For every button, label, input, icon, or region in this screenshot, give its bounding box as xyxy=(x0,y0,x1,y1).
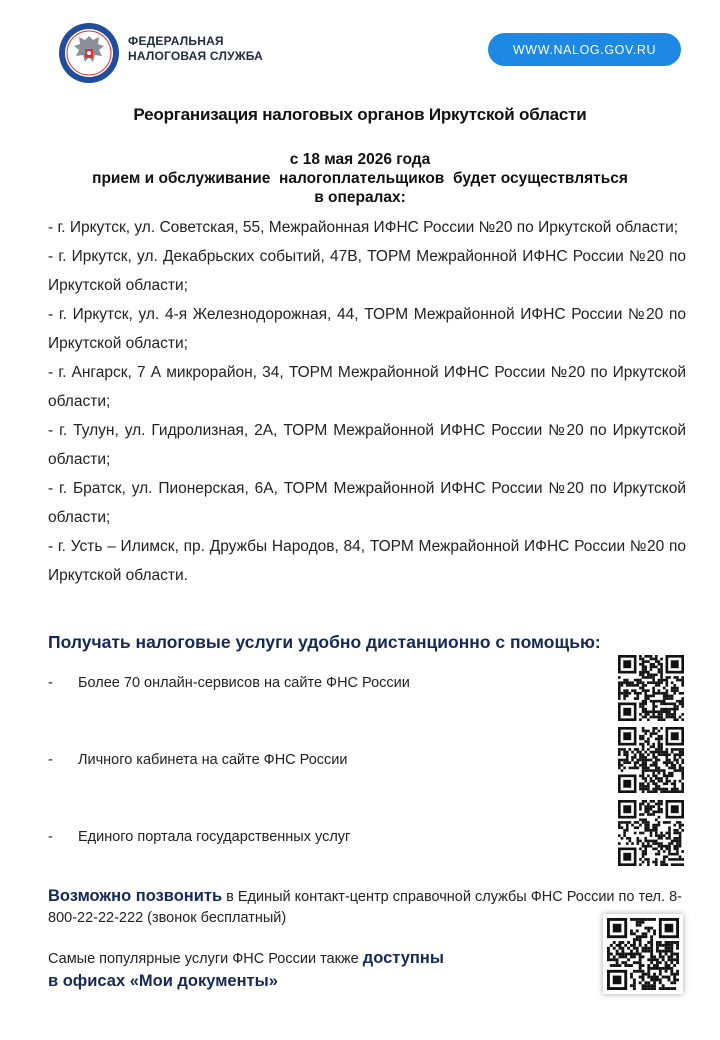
address-list xyxy=(48,213,686,590)
bullet-dash: - xyxy=(48,829,53,845)
service-label: Личного кабинета на сайте ФНС России xyxy=(78,752,348,768)
intro-text-end: в опералах: xyxy=(314,189,406,206)
list-item: - г. Ангарск, 7 А микрорайон, 34, ТОРМ Межрайонной ИФНС России №20 по Иркутской области; xyxy=(48,364,686,410)
list-item: - г. Иркутск, ул. Декабрьских событий, 47В, ТОРМ Межрайонной ИФНС России №20 по Иркутской области; xyxy=(48,248,686,294)
list-item: - г. Иркутск, ул. 4-я Железнодорожная, 44, ТОРМ Межрайонной ИФНС России №20 по Иркутской области; xyxy=(48,306,686,352)
bullet-dash: - xyxy=(48,752,53,768)
intro-block xyxy=(0,150,720,207)
org-name xyxy=(128,34,263,64)
org-name-line1: ФЕДЕРАЛЬНАЯ xyxy=(128,34,224,48)
service-label: Более 70 онлайн-сервисов на сайте ФНС России xyxy=(78,675,410,691)
call-center-body: в Единый контакт-центр справочной службы ФНС России по тел. 8-800-22-22-222 (звонок бесплатный) xyxy=(48,889,682,926)
call-center-text xyxy=(48,886,688,929)
qr-code-icon[interactable] xyxy=(618,727,684,793)
service-label: Единого портала государственных услуг xyxy=(78,829,351,845)
list-item: - г. Иркутск, ул. Советская, 55, Межрайонная ИФНС России №20 по Иркутской области; xyxy=(48,219,679,236)
intro-text: прием и обслуживание налогоплательщиков будет осуществляться xyxy=(92,170,628,187)
org-name-line2: НАЛОГОВАЯ СЛУЖБА xyxy=(128,49,264,63)
service-item-online xyxy=(48,675,410,691)
qr-code-icon[interactable] xyxy=(603,914,683,994)
page-title: Реорганизация налоговых органов Иркутской области xyxy=(133,105,587,124)
remote-services-heading: Получать налоговые услуги удобно дистанционно с помощью: xyxy=(48,632,601,652)
service-item-gosuslugi xyxy=(48,829,350,845)
qr-code-icon[interactable] xyxy=(618,800,684,866)
mfc-body: Самые популярные услуги ФНС России также xyxy=(48,951,363,967)
intro-date: с 18 мая 2026 года xyxy=(289,151,431,168)
fns-logo xyxy=(58,22,120,84)
qr-code-icon[interactable] xyxy=(618,655,684,721)
service-item-cabinet xyxy=(48,752,347,768)
mfc-bold-1: доступны xyxy=(362,949,444,967)
list-item: - г. Тулун, ул. Гидролизная, 2А, ТОРМ Межрайонной ИФНС России №20 по Иркутской области; xyxy=(48,422,686,468)
mfc-bold-2: в офисах «Мои документы» xyxy=(48,972,278,990)
list-item: - г. Усть – Илимск, пр. Дружбы Народов, 84, ТОРМ Межрайонной ИФНС России №20 по Иркутской области. xyxy=(48,538,686,584)
mfc-text xyxy=(48,947,568,993)
list-item: - г. Братск, ул. Пионерская, 6А, ТОРМ Межрайонной ИФНС России №20 по Иркутской области; xyxy=(48,480,686,526)
website-button[interactable]: WWW.NALOG.GOV.RU xyxy=(488,33,681,66)
call-center-bold: Возможно позвонить xyxy=(48,887,223,905)
bullet-dash: - xyxy=(48,675,53,691)
